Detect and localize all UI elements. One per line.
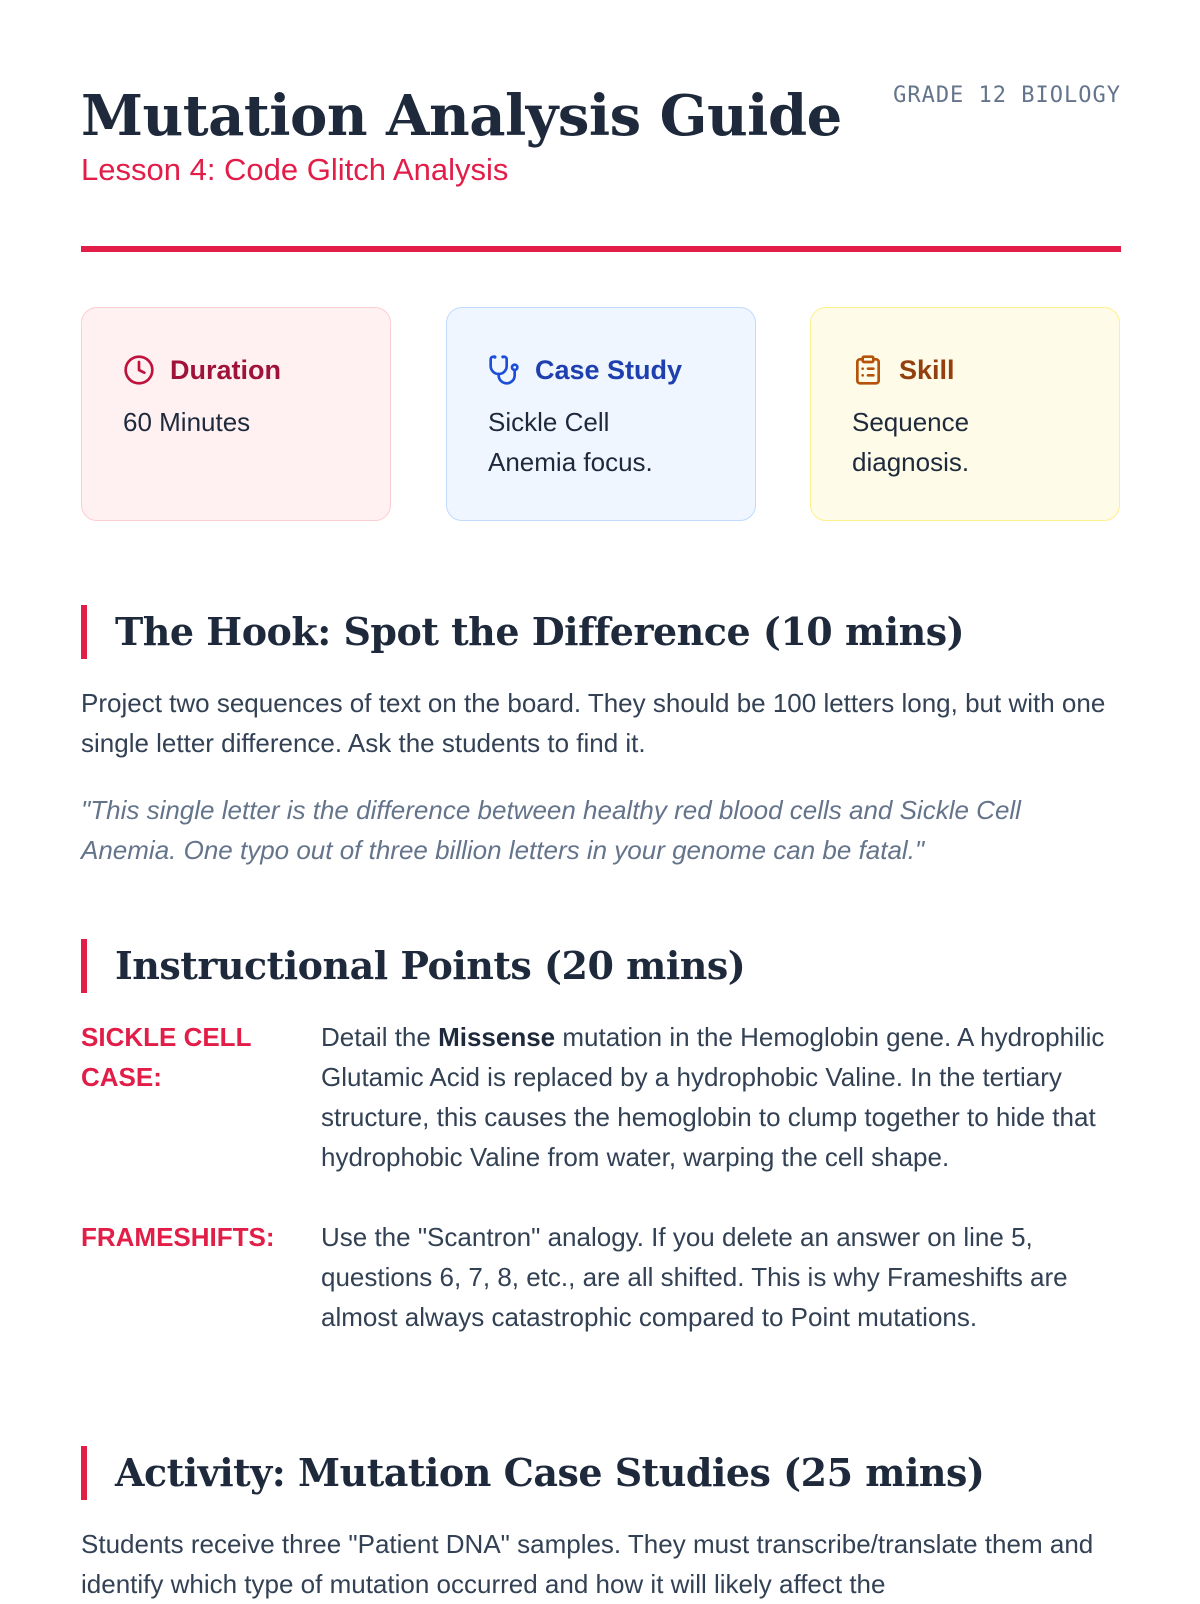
hook-heading: The Hook: Spot the Difference (10 mins) (115, 609, 965, 654)
frameshift-label: FRAMESHIFTS: (81, 1222, 275, 1252)
clipboard-icon (852, 354, 884, 386)
activity-text: Students receive three "Patient DNA" samples. They must transcribe/translate them and identify which type of mutation occurred and how it will likely affect the (81, 1529, 1094, 1599)
stethoscope-icon (488, 354, 520, 386)
frameshift-row (81, 1217, 1121, 1337)
header-divider (81, 246, 1121, 252)
frameshift-text: Use the "Scantron" analogy. If you delete an answer on line 5, questions 6, 7, 8, etc., are all shifted. This is why Frameshifts are almost always catastrophic compared to Point mutations. (321, 1222, 1068, 1332)
instruction-heading: Instructional Points (20 mins) (115, 943, 746, 988)
instruction-section (81, 939, 1121, 1337)
section-accent-bar (81, 605, 87, 659)
sickle-cell-text: Detail the Missense mutation in the Hemoglobin gene. A hydrophilic Glutamic Acid is replaced by a hydrophobic Valine. In the tertiary structure, this causes the hemoglobin to clump together to hide that hydrophobic Valine from water, warping the cell shape. (321, 1022, 1105, 1172)
skill-card (810, 307, 1120, 521)
grade-label: GRADE 12 BIOLOGY (893, 83, 1121, 108)
case-study-card (446, 307, 756, 521)
sickle-cell-label: SICKLE CELL CASE: (81, 1022, 251, 1092)
duration-card (81, 307, 391, 521)
clock-icon (123, 354, 155, 386)
missense-term: Missense (438, 1022, 556, 1052)
page-header (81, 0, 1121, 260)
duration-card-title: Duration (170, 354, 281, 385)
hook-text: Project two sequences of text on the board. They should be 100 letters long, but with one single letter difference. Ask the students to find it. (81, 688, 1106, 758)
skill-card-title: Skill (899, 354, 955, 385)
section-accent-bar (81, 1446, 87, 1500)
skill-card-body: Sequence diagnosis. (852, 407, 970, 477)
page-title: Mutation Analysis Guide (81, 83, 842, 149)
section-accent-bar (81, 939, 87, 993)
activity-section (81, 1446, 1121, 1604)
page-subtitle: Lesson 4: Code Glitch Analysis (81, 152, 509, 187)
case-study-card-body: Sickle Cell Anemia focus. (488, 407, 653, 477)
hook-quote: "This single letter is the difference between healthy red blood cells and Sickle Cell Anemia. One typo out of three billion letters in your genome can be fatal." (81, 795, 1021, 865)
hook-section (81, 605, 1121, 870)
activity-heading: Activity: Mutation Case Studies (25 mins) (115, 1450, 985, 1495)
lesson-page (81, 0, 1121, 1599)
case-study-card-title: Case Study (535, 354, 683, 385)
sickle-cell-row (81, 1017, 1121, 1177)
duration-card-body: 60 Minutes (123, 407, 251, 437)
info-cards (81, 307, 1121, 523)
